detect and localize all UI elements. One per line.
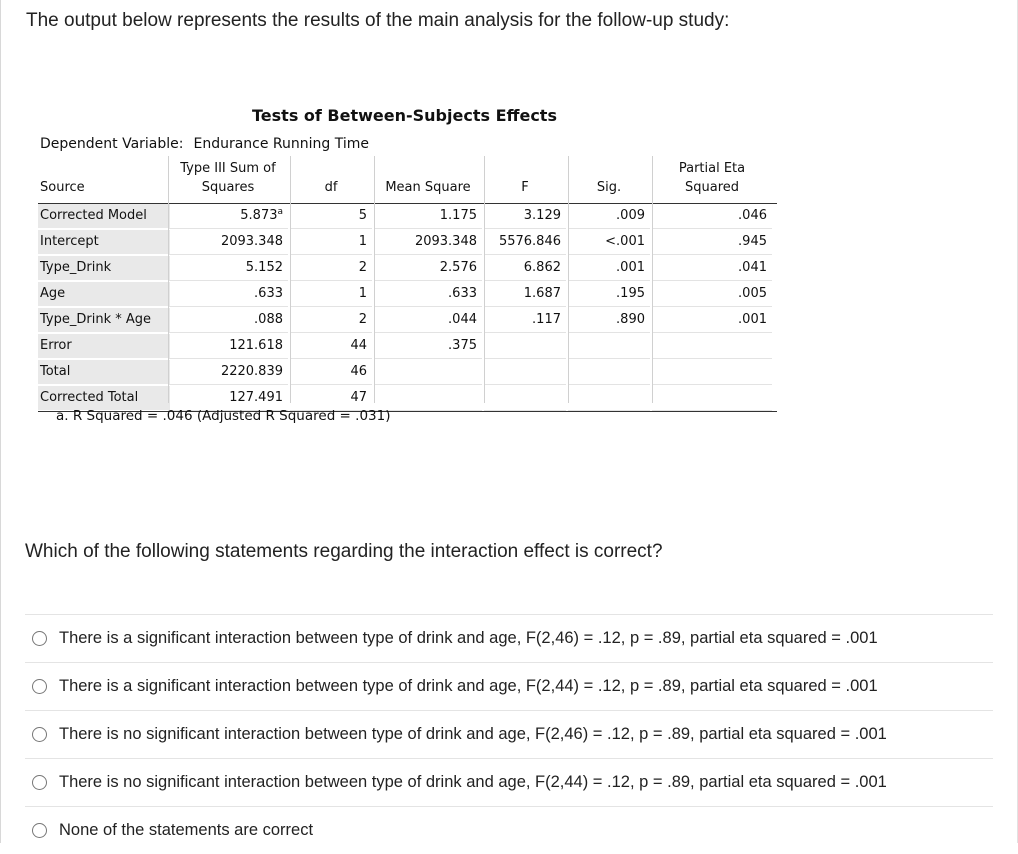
header-f: F — [521, 180, 529, 195]
cell-ss — [168, 360, 283, 384]
answer-option[interactable] — [25, 662, 993, 710]
cell-ms — [374, 256, 477, 280]
header-ss-line2: Squares — [201, 180, 255, 195]
dependent-variable — [40, 136, 369, 152]
header-sig: Sig. — [596, 180, 622, 195]
header-eta-line1: Partial Eta — [678, 161, 746, 176]
cell-eta — [652, 386, 767, 410]
cell-value: .046 — [738, 208, 767, 223]
grid-line — [652, 156, 653, 403]
cell-value: .088 — [254, 312, 283, 327]
cell-f — [484, 308, 561, 332]
table-row — [38, 334, 777, 360]
cell-value: 2220.839 — [220, 364, 283, 379]
cell-value: 121.618 — [229, 338, 283, 353]
row-source: Type_Drink — [38, 256, 170, 281]
cell-f — [484, 256, 561, 280]
answer-option-label: None of the statements are correct — [59, 821, 314, 839]
cell-value: .945 — [738, 234, 767, 249]
cell-value: .001 — [738, 312, 767, 327]
cell-value: .044 — [448, 312, 477, 327]
cell-ss — [168, 230, 283, 254]
cell-sig — [568, 204, 645, 228]
cell-ss — [168, 386, 283, 410]
answer-option[interactable] — [25, 710, 993, 758]
cell-eta — [652, 282, 767, 306]
row-source: Total — [38, 360, 170, 385]
answer-option-label: There is a significant interaction between type of drink and age, F(2,46) = .12, p = .89, partial eta squared = .001 — [59, 629, 878, 647]
cell-value: 2.576 — [439, 260, 477, 275]
radio-button[interactable] — [32, 727, 47, 742]
cell-ss — [168, 308, 283, 332]
answer-options — [25, 614, 993, 854]
table-row — [38, 282, 777, 308]
footnote-marker: a — [277, 207, 283, 217]
cell-value: .001 — [616, 260, 645, 275]
cell-value: 2 — [358, 312, 367, 327]
cell-ms — [374, 386, 477, 410]
table-row — [38, 230, 777, 256]
cell-f — [484, 334, 561, 358]
cell-value: 44 — [350, 338, 367, 353]
cell-value: .041 — [738, 260, 767, 275]
cell-sig — [568, 282, 645, 306]
cell-df — [290, 386, 367, 410]
cell-value: 47 — [350, 390, 367, 405]
cell-f — [484, 282, 561, 306]
cell-df — [290, 282, 367, 306]
cell-ms — [374, 230, 477, 254]
cell-ms — [374, 308, 477, 332]
row-source: Corrected Total — [38, 386, 170, 411]
cell-f — [484, 386, 561, 410]
cell-ms — [374, 204, 477, 228]
table-title: Tests of Between-Subjects Effects — [252, 106, 557, 125]
grid-line — [168, 156, 169, 403]
cell-value: .633 — [448, 286, 477, 301]
table-row — [38, 204, 777, 230]
cell-value: 127.491 — [229, 390, 283, 405]
cell-value: 3.129 — [523, 208, 561, 223]
header-df: df — [324, 180, 338, 195]
cell-sig — [568, 308, 645, 332]
header-eta — [652, 159, 772, 197]
radio-button[interactable] — [32, 679, 47, 694]
table-row — [38, 256, 777, 282]
answer-option-label: There is no significant interaction between type of drink and age, F(2,46) = .12, p = .89, partial eta squared = .001 — [59, 725, 887, 743]
dependent-variable-value: Endurance Running Time — [193, 136, 370, 152]
cell-value: .375 — [448, 338, 477, 353]
cell-value: 5576.846 — [498, 234, 561, 249]
cell-value: 1 — [358, 286, 367, 301]
header-eta-line2: Squared — [684, 180, 740, 195]
cell-value: 1.687 — [523, 286, 561, 301]
table-row — [38, 360, 777, 386]
cell-df — [290, 308, 367, 332]
cell-df — [290, 334, 367, 358]
cell-value: 1.175 — [439, 208, 477, 223]
table-header — [38, 156, 777, 204]
cell-value: 5.873 — [240, 208, 278, 223]
cell-ms — [374, 282, 477, 306]
cell-sig — [568, 230, 645, 254]
dependent-variable-label: Dependent Variable: — [40, 136, 184, 152]
answer-option[interactable] — [25, 614, 993, 662]
cell-eta — [652, 334, 767, 358]
cell-eta — [652, 308, 767, 332]
cell-df — [290, 360, 367, 384]
cell-sig — [568, 360, 645, 384]
header-ms: Mean Square — [385, 180, 471, 195]
radio-button[interactable] — [32, 775, 47, 790]
cell-value: 5 — [358, 208, 367, 223]
table-body — [38, 204, 777, 412]
answer-option[interactable] — [25, 806, 993, 854]
row-source: Type_Drink * Age — [38, 308, 170, 333]
cell-value: .005 — [738, 286, 767, 301]
cell-ss — [168, 256, 283, 280]
cell-sig — [568, 386, 645, 410]
cell-sig — [568, 256, 645, 280]
radio-button[interactable] — [32, 631, 47, 646]
cell-f — [484, 360, 561, 384]
cell-f — [484, 204, 561, 228]
grid-line — [374, 156, 375, 403]
cell-ms — [374, 334, 477, 358]
cell-sig — [568, 334, 645, 358]
grid-line — [290, 156, 291, 403]
table-footnote: a. R Squared = .046 (Adjusted R Squared = .031) — [56, 408, 391, 424]
cell-value: 2093.348 — [414, 234, 477, 249]
cell-eta — [652, 360, 767, 384]
answer-option[interactable] — [25, 758, 993, 806]
cell-eta — [652, 230, 767, 254]
row-source: Age — [38, 282, 170, 307]
cell-df — [290, 230, 367, 254]
cell-ss — [168, 204, 283, 228]
row-source: Error — [38, 334, 170, 359]
cell-df — [290, 204, 367, 228]
header-source: Source — [40, 180, 85, 195]
table-row — [38, 308, 777, 334]
cell-eta — [652, 204, 767, 228]
cell-value: 6.862 — [523, 260, 561, 275]
row-source: Intercept — [38, 230, 170, 255]
cell-eta — [652, 256, 767, 280]
header-ss-line1: Type III Sum of — [180, 161, 276, 176]
radio-button[interactable] — [32, 823, 47, 838]
cell-ss — [168, 282, 283, 306]
cell-f — [484, 230, 561, 254]
cell-value: <.001 — [605, 234, 645, 249]
cell-value: 2093.348 — [220, 234, 283, 249]
cell-ss — [168, 334, 283, 358]
answer-option-label: There is a significant interaction between type of drink and age, F(2,44) = .12, p = .89, partial eta squared = .001 — [59, 677, 878, 695]
row-source: Corrected Model — [38, 204, 170, 229]
question-text: Which of the following statements regarding the interaction effect is correct? — [25, 541, 663, 562]
cell-value: .117 — [532, 312, 561, 327]
anova-table — [38, 156, 777, 412]
cell-value: .009 — [616, 208, 645, 223]
cell-value: .195 — [616, 286, 645, 301]
intro-text: The output below represents the results of the main analysis for the follow-up study: — [26, 10, 730, 31]
answer-option-label: There is no significant interaction between type of drink and age, F(2,44) = .12, p = .89, partial eta squared = .001 — [59, 773, 887, 791]
grid-line — [484, 156, 485, 403]
cell-ms — [374, 360, 477, 384]
cell-value: .633 — [254, 286, 283, 301]
cell-value: 2 — [358, 260, 367, 275]
cell-value: 1 — [358, 234, 367, 249]
cell-value: 5.152 — [245, 260, 283, 275]
cell-df — [290, 256, 367, 280]
cell-value: 46 — [350, 364, 367, 379]
grid-line — [568, 156, 569, 403]
cell-value: .890 — [616, 312, 645, 327]
header-ss — [168, 159, 288, 197]
